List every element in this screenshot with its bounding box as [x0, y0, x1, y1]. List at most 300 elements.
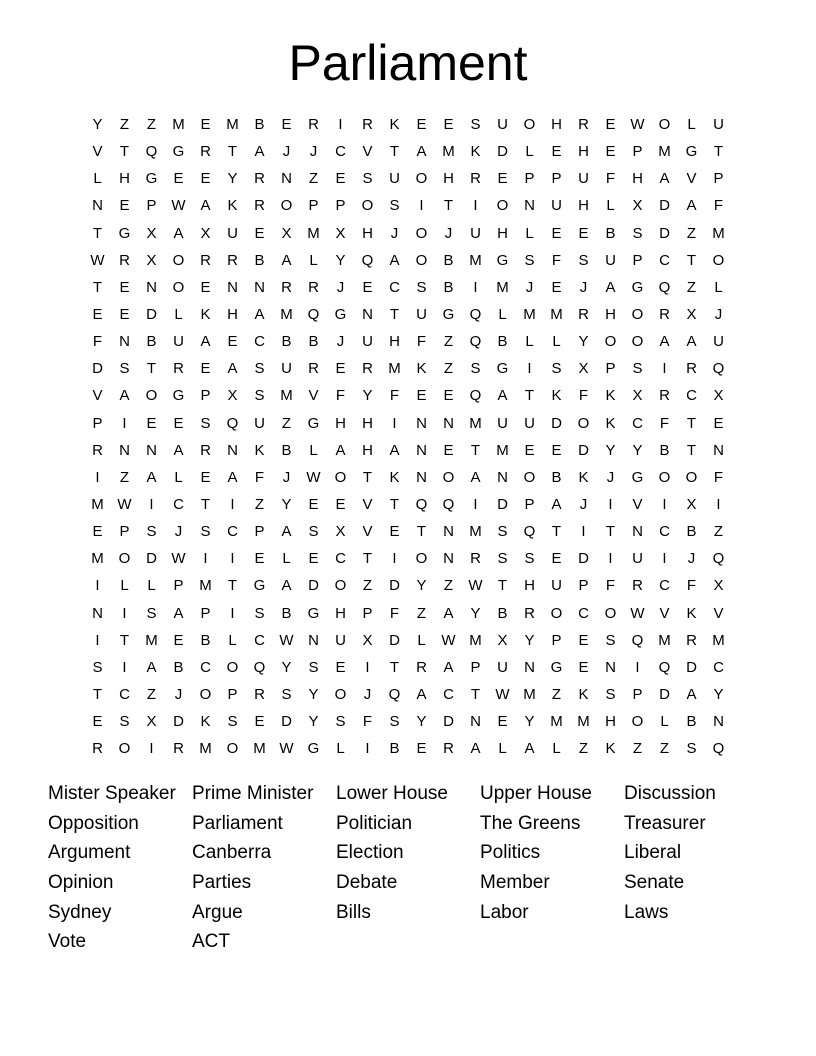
- grid-letter: J: [579, 495, 588, 513]
- grid-letter: Z: [551, 685, 562, 703]
- grid-letter: Q: [712, 360, 725, 378]
- grid-letter: U: [497, 116, 508, 133]
- grid-letter: S: [605, 685, 616, 703]
- grid-letter: S: [227, 713, 238, 731]
- grid-letter: Q: [469, 387, 482, 405]
- grid-letter: B: [443, 278, 454, 296]
- grid-letter: J: [444, 224, 453, 242]
- grid-letter: I: [230, 604, 235, 622]
- grid-letter: H: [362, 414, 373, 432]
- grid-letter: T: [389, 143, 400, 161]
- grid-letter: P: [200, 604, 211, 622]
- grid-letter: T: [227, 577, 238, 595]
- grid-letter: N: [119, 333, 130, 351]
- grid-letter: J: [363, 685, 372, 703]
- grid-letter: K: [254, 441, 265, 459]
- grid-letter: J: [606, 468, 615, 486]
- grid-letter: Y: [362, 387, 373, 405]
- grid-letter: C: [578, 604, 589, 622]
- grid-letter: N: [146, 441, 157, 459]
- grid-letter: X: [686, 305, 697, 323]
- grid-letter: E: [578, 658, 589, 676]
- grid-letter: M: [550, 713, 563, 731]
- grid-letter: L: [336, 740, 345, 758]
- grid-letter: N: [254, 278, 265, 296]
- grid-letter: T: [470, 685, 481, 703]
- grid-letter: L: [552, 740, 561, 758]
- grid-letter: A: [443, 604, 454, 622]
- grid-letter: R: [659, 305, 670, 323]
- grid-letter: E: [92, 523, 103, 541]
- grid-letter: L: [660, 713, 669, 731]
- grid-letter: E: [551, 278, 562, 296]
- grid-letter: Z: [686, 278, 697, 296]
- grid-letter: U: [632, 550, 643, 568]
- grid-letter: R: [281, 278, 292, 296]
- grid-letter: L: [498, 740, 507, 758]
- grid-letter: C: [443, 685, 454, 703]
- grid-letter: O: [523, 116, 536, 133]
- grid-letter: O: [658, 468, 671, 486]
- grid-letter: S: [335, 713, 346, 731]
- grid-letter: S: [497, 523, 508, 541]
- grid-letter: S: [308, 523, 319, 541]
- grid-letter: I: [716, 495, 721, 513]
- grid-letter: M: [712, 224, 725, 242]
- grid-letter: P: [308, 197, 319, 215]
- grid-letter: S: [551, 360, 562, 378]
- grid-letter: T: [119, 631, 130, 649]
- grid-letter: H: [578, 143, 589, 161]
- grid-letter: A: [686, 333, 697, 351]
- grid-letter: E: [200, 170, 211, 188]
- grid-letter: Z: [119, 468, 130, 486]
- grid-letter: B: [173, 658, 184, 676]
- grid-row: [84, 220, 732, 247]
- grid-letter: C: [659, 251, 670, 269]
- grid-letter: I: [527, 360, 532, 378]
- grid-letter: F: [335, 387, 346, 405]
- grid-letter: N: [92, 604, 103, 622]
- grid-letter: E: [713, 414, 724, 432]
- grid-letter: I: [365, 658, 370, 676]
- grid-letter: P: [524, 495, 535, 513]
- grid-letter: E: [605, 116, 616, 133]
- grid-letter: P: [362, 604, 373, 622]
- grid-letter: O: [442, 468, 455, 486]
- grid-letter: Y: [92, 116, 103, 133]
- grid-letter: M: [226, 116, 239, 133]
- grid-letter: S: [497, 550, 508, 568]
- grid-letter: B: [497, 333, 508, 351]
- grid-letter: S: [281, 685, 292, 703]
- grid-letter: R: [686, 360, 697, 378]
- grid-letter: G: [307, 414, 320, 432]
- grid-letter: I: [230, 550, 235, 568]
- grid-letter: O: [415, 224, 428, 242]
- grid-letter: I: [203, 550, 208, 568]
- word-list-item: Politics: [480, 842, 541, 864]
- grid-letter: I: [149, 495, 154, 513]
- grid-letter: Y: [335, 251, 346, 269]
- grid-letter: P: [173, 577, 184, 595]
- grid-row: [84, 654, 732, 681]
- grid-letter: K: [578, 685, 589, 703]
- grid-letter: T: [686, 251, 697, 269]
- word-list-item: Liberal: [624, 842, 682, 864]
- grid-letter: A: [281, 577, 292, 595]
- grid-letter: Q: [523, 523, 536, 541]
- grid-letter: E: [200, 278, 211, 296]
- grid-letter: T: [92, 685, 103, 703]
- grid-letter: U: [713, 116, 724, 133]
- grid-letter: R: [362, 360, 373, 378]
- grid-letter: P: [713, 170, 724, 188]
- grid-letter: E: [92, 305, 103, 323]
- grid-letter: D: [281, 713, 292, 731]
- grid-letter: O: [226, 740, 239, 758]
- grid-letter: W: [171, 197, 186, 215]
- grid-letter: I: [662, 360, 667, 378]
- grid-letter: M: [145, 631, 158, 649]
- grid-letter: R: [443, 740, 454, 758]
- grid-letter: Y: [227, 170, 238, 188]
- grid-letter: C: [659, 523, 670, 541]
- grid-letter: G: [631, 468, 644, 486]
- grid-letter: T: [119, 143, 130, 161]
- grid-letter: Q: [226, 414, 239, 432]
- grid-letter: J: [174, 523, 183, 541]
- grid-letter: R: [470, 170, 481, 188]
- grid-letter: E: [254, 713, 265, 731]
- grid-letter: G: [631, 278, 644, 296]
- grid-letter: A: [389, 251, 400, 269]
- grid-letter: M: [658, 143, 671, 161]
- word-list-item: Laws: [624, 901, 669, 923]
- grid-letter: S: [119, 713, 130, 731]
- grid-letter: S: [605, 631, 616, 649]
- grid-letter: B: [200, 631, 211, 649]
- grid-letter: S: [200, 414, 211, 432]
- word-list-item: Argument: [48, 842, 131, 864]
- grid-letter: I: [608, 495, 613, 513]
- grid-letter: P: [92, 414, 103, 432]
- grid-letter: G: [307, 740, 320, 758]
- grid-letter: I: [662, 550, 667, 568]
- grid-letter: O: [550, 604, 563, 622]
- grid-letter: E: [227, 333, 238, 351]
- grid-letter: Z: [443, 360, 454, 378]
- grid-letter: G: [442, 305, 455, 323]
- grid-letter: A: [227, 360, 238, 378]
- word-list-item: Parties: [192, 872, 252, 894]
- grid-letter: D: [146, 305, 157, 323]
- grid-letter: G: [496, 251, 509, 269]
- grid-letter: O: [604, 333, 617, 351]
- grid-letter: R: [173, 740, 184, 758]
- grid-letter: E: [146, 414, 157, 432]
- grid-letter: M: [199, 577, 212, 595]
- grid-letter: H: [335, 414, 346, 432]
- grid-letter: O: [334, 468, 347, 486]
- grid-row: [84, 192, 732, 219]
- grid-letter: P: [551, 631, 562, 649]
- grid-letter: P: [335, 197, 346, 215]
- grid-letter: V: [632, 495, 643, 513]
- grid-letter: N: [443, 550, 454, 568]
- grid-letter: C: [200, 658, 211, 676]
- grid-letter: I: [473, 495, 478, 513]
- grid-letter: R: [578, 116, 589, 133]
- grid-letter: A: [524, 740, 535, 758]
- grid-letter: R: [254, 197, 265, 215]
- grid-letter: M: [91, 550, 104, 568]
- grid-letter: A: [173, 441, 184, 459]
- grid-letter: V: [362, 495, 373, 513]
- grid-letter: A: [389, 441, 400, 459]
- grid-row: [84, 274, 732, 301]
- grid-letter: U: [497, 414, 508, 432]
- word-list-item: Treasurer: [624, 812, 706, 834]
- word-list-item: Debate: [336, 872, 398, 894]
- grid-letter: T: [389, 495, 400, 513]
- grid-letter: S: [686, 740, 697, 758]
- grid-letter: T: [686, 414, 697, 432]
- grid-letter: F: [389, 604, 400, 622]
- grid-letter: Z: [686, 224, 697, 242]
- grid-letter: L: [687, 116, 696, 133]
- grid-letter: P: [524, 170, 535, 188]
- grid-letter: O: [361, 197, 374, 215]
- grid-letter: W: [630, 116, 645, 133]
- grid-letter: L: [309, 251, 318, 269]
- grid-letter: M: [280, 387, 293, 405]
- grid-letter: D: [686, 658, 697, 676]
- grid-letter: K: [200, 305, 211, 323]
- word-list-item: Senate: [624, 872, 685, 894]
- grid-letter: T: [713, 143, 724, 161]
- grid-letter: M: [388, 360, 401, 378]
- grid-letter: Y: [524, 631, 535, 649]
- grid-letter: L: [525, 143, 534, 161]
- grid-letter: M: [307, 224, 320, 242]
- grid-letter: U: [254, 414, 265, 432]
- grid-letter: A: [200, 333, 211, 351]
- grid-letter: T: [443, 197, 454, 215]
- grid-letter: U: [416, 305, 427, 323]
- grid-letter: S: [200, 523, 211, 541]
- grid-letter: K: [389, 468, 400, 486]
- grid-letter: I: [95, 631, 100, 649]
- grid-letter: Q: [253, 658, 266, 676]
- grid-letter: V: [308, 387, 319, 405]
- grid-letter: X: [146, 713, 157, 731]
- word-list-item: Opinion: [48, 872, 114, 894]
- grid-letter: I: [581, 523, 586, 541]
- grid-letter: U: [362, 333, 373, 351]
- grid-letter: U: [713, 333, 724, 351]
- grid-letter: G: [496, 360, 509, 378]
- grid-letter: C: [632, 414, 643, 432]
- grid-letter: O: [145, 387, 158, 405]
- word-list-item: Lower House: [336, 783, 448, 804]
- grid-letter: E: [308, 495, 319, 513]
- grid-letter: X: [632, 387, 643, 405]
- grid-letter: U: [389, 170, 400, 188]
- grid-letter: V: [92, 387, 103, 405]
- grid-letter: O: [577, 414, 590, 432]
- grid-letter: F: [713, 197, 724, 215]
- grid-letter: F: [605, 577, 616, 595]
- grid-letter: Z: [578, 740, 589, 758]
- grid-letter: L: [228, 631, 237, 649]
- grid-letter: E: [551, 550, 562, 568]
- grid-letter: O: [334, 685, 347, 703]
- grid-letter: M: [496, 278, 509, 296]
- grid-letter: N: [146, 278, 157, 296]
- grid-letter: O: [415, 251, 428, 269]
- grid-letter: F: [416, 333, 427, 351]
- grid-letter: H: [497, 224, 508, 242]
- grid-letter: Q: [145, 143, 158, 161]
- grid-letter: N: [227, 441, 238, 459]
- grid-letter: B: [605, 224, 616, 242]
- grid-row: [84, 600, 732, 627]
- word-list-item: Canberra: [192, 842, 272, 864]
- grid-letter: S: [254, 604, 265, 622]
- grid-row: [84, 545, 732, 572]
- grid-letter: O: [631, 305, 644, 323]
- grid-letter: X: [146, 224, 157, 242]
- grid-letter: B: [281, 604, 292, 622]
- word-list-item: Prime Minister: [192, 783, 314, 804]
- grid-letter: B: [254, 116, 265, 133]
- grid-letter: I: [122, 414, 127, 432]
- grid-letter: G: [172, 387, 185, 405]
- grid-letter: A: [173, 224, 184, 242]
- grid-letter: S: [416, 278, 427, 296]
- grid-letter: H: [389, 333, 400, 351]
- grid-letter: T: [146, 360, 157, 378]
- grid-letter: X: [335, 523, 346, 541]
- grid-letter: S: [254, 360, 265, 378]
- grid-letter: N: [281, 170, 292, 188]
- grid-letter: Y: [281, 495, 292, 513]
- grid-letter: M: [523, 305, 536, 323]
- grid-letter: N: [632, 523, 643, 541]
- grid-letter: Z: [254, 495, 265, 513]
- grid-letter: Y: [308, 713, 319, 731]
- grid-letter: Q: [307, 305, 320, 323]
- grid-letter: L: [309, 441, 318, 459]
- grid-letter: W: [279, 740, 294, 758]
- grid-letter: V: [362, 143, 373, 161]
- grid-letter: A: [146, 468, 157, 486]
- grid-letter: W: [171, 550, 186, 568]
- grid-letter: W: [441, 631, 456, 649]
- grid-letter: S: [254, 387, 265, 405]
- grid-letter: D: [497, 495, 508, 513]
- grid-letter: I: [230, 495, 235, 513]
- grid-letter: E: [497, 713, 508, 731]
- grid-letter: S: [578, 251, 589, 269]
- grid-letter: E: [605, 143, 616, 161]
- grid-letter: H: [524, 577, 535, 595]
- grid-letter: R: [308, 360, 319, 378]
- word-list-item: ACT: [192, 931, 230, 953]
- grid-row: [84, 410, 732, 437]
- grid-letter: R: [308, 278, 319, 296]
- grid-letter: O: [280, 197, 293, 215]
- grid-letter: F: [389, 387, 400, 405]
- grid-letter: Q: [712, 550, 725, 568]
- grid-letter: M: [253, 740, 266, 758]
- grid-letter: C: [227, 523, 238, 541]
- grid-letter: D: [92, 360, 103, 378]
- grid-letter: S: [470, 360, 481, 378]
- grid-letter: R: [686, 631, 697, 649]
- grid-letter: E: [443, 387, 454, 405]
- grid-letter: B: [389, 740, 400, 758]
- grid-letter: P: [605, 360, 616, 378]
- grid-letter: T: [524, 387, 535, 405]
- grid-letter: W: [306, 468, 321, 486]
- word-list-item: Discussion: [624, 783, 716, 804]
- grid-letter: I: [338, 116, 343, 133]
- grid-letter: S: [632, 224, 643, 242]
- grid-row: [84, 464, 732, 491]
- grid-letter: P: [551, 170, 562, 188]
- grid-letter: V: [713, 604, 724, 622]
- grid-letter: L: [120, 577, 129, 595]
- grid-letter: U: [551, 577, 562, 595]
- grid-letter: M: [199, 740, 212, 758]
- grid-row: [84, 138, 732, 165]
- grid-letter: M: [469, 523, 482, 541]
- grid-letter: P: [254, 523, 265, 541]
- grid-letter: L: [174, 468, 183, 486]
- grid-letter: R: [632, 577, 643, 595]
- grid-letter: A: [281, 523, 292, 541]
- grid-letter: C: [119, 685, 130, 703]
- grid-letter: I: [473, 197, 478, 215]
- grid-letter: J: [282, 468, 291, 486]
- word-list-item: The Greens: [480, 812, 581, 834]
- grid-letter: P: [119, 523, 130, 541]
- grid-letter: S: [632, 360, 643, 378]
- grid-letter: L: [174, 305, 183, 323]
- grid-letter: D: [389, 631, 400, 649]
- grid-letter: W: [117, 495, 132, 513]
- grid-letter: L: [498, 305, 507, 323]
- grid-letter: E: [389, 523, 400, 541]
- grid-letter: S: [524, 251, 535, 269]
- grid-letter: M: [91, 495, 104, 513]
- grid-letter: Z: [443, 333, 454, 351]
- grid-letter: S: [470, 116, 481, 133]
- grid-letter: A: [470, 468, 481, 486]
- grid-letter: A: [497, 387, 508, 405]
- grid-letter: H: [551, 116, 562, 133]
- grid-letter: T: [497, 577, 508, 595]
- grid-letter: O: [172, 278, 185, 296]
- grid-letter: N: [497, 468, 508, 486]
- grid-letter: H: [605, 305, 616, 323]
- grid-letter: T: [92, 224, 103, 242]
- grid-letter: X: [713, 577, 724, 595]
- grid-letter: P: [200, 387, 211, 405]
- grid-letter: B: [686, 713, 697, 731]
